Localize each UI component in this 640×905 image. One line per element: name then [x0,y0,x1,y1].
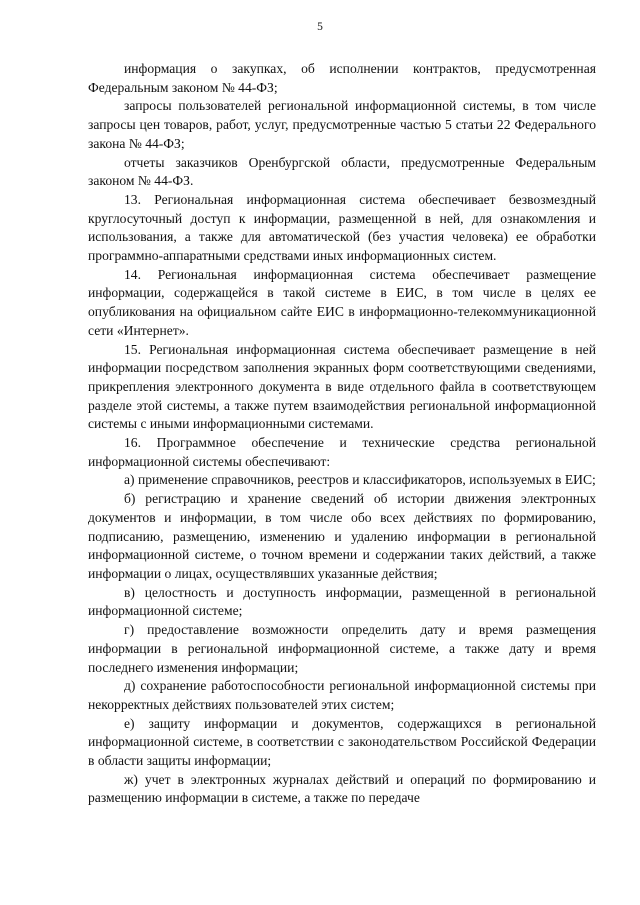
paragraph-item-16a: а) применение справочников, реестров и классификаторов, используемых в ЕИС; [124,472,596,488]
paragraph-item-13: 13. Региональная информационная система обеспечивает безвозмездный круглосуточный доступ к информации, размещенной в ней, для ознакомления и использования, а также для автоматической (без участия человека) ее обработки программно-аппаратными средствами иных информационных систем. [88,191,596,264]
paragraph-item-16e: е) защиту информации и документов, содержащихся в региональной информационной системе, в соответствии с законодательством Российской Федерации в области защиты информации; [88,715,596,769]
paragraph-procurement-info: информация о закупках, об исполнении контрактов, предусмотренная Федеральным законом № 44-ФЗ; [88,61,596,95]
paragraph-item-15: 15. Региональная информационная система обеспечивает размещение в ней информации посредством заполнения экранных форм соответствующими сведениями, прикрепления электронного документа в виде отдельного файла в соответствующем разделе этой системы, а также путем взаимодействия региональной информационной системы с иными информационными системами. [88,341,596,432]
document-body [88,60,596,808]
paragraph-item-16d: д) сохранение работоспособности региональной информационной системы при некорректных действиях пользователей этих систем; [88,678,596,712]
paragraph-item-16: 16. Программное обеспечение и технические средства региональной информационной системы обеспечивают: [88,435,596,469]
page-number: 5 [317,21,323,33]
paragraph-user-requests: запросы пользователей региональной информационной системы, в том числе запросы цен товаров, работ, услуг, предусмотренные частью 5 статьи 22 Федерального закона № 44-ФЗ; [88,98,596,151]
paragraph-item-14: 14. Региональная информационная система обеспечивает размещение информации, содержащейся в такой системе в ЕИС, в том числе в целях ее опубликования на официальном сайте ЕИС в информационно-телекоммуникационной сети «Интернет». [88,266,596,338]
paragraph-item-16zh: ж) учет в электронных журналах действий и операций по формированию и размещению информации в системе, а также по передаче [88,771,596,806]
paragraph-item-16b: б) регистрацию и хранение сведений об истории движения электронных документов и информации, в том числе обо всех действиях по формированию, подписанию, размещению, изменению и удалению информации в региональной информационной системе, о точном времени и содержании таких действий, а также информации о лицах, осуществлявших указанные действия; [88,491,596,581]
paragraph-item-16g: г) предоставление возможности определить дату и время размещения информации в региональной информационной системе, а также дату и время последнего изменения информации; [88,622,596,675]
paragraph-customer-reports: отчеты заказчиков Оренбургской области, предусмотренные Федеральным законом № 44-ФЗ. [88,154,596,189]
paragraph-item-16v: в) целостность и доступность информации, размещенной в региональной информационной системе; [88,584,596,619]
